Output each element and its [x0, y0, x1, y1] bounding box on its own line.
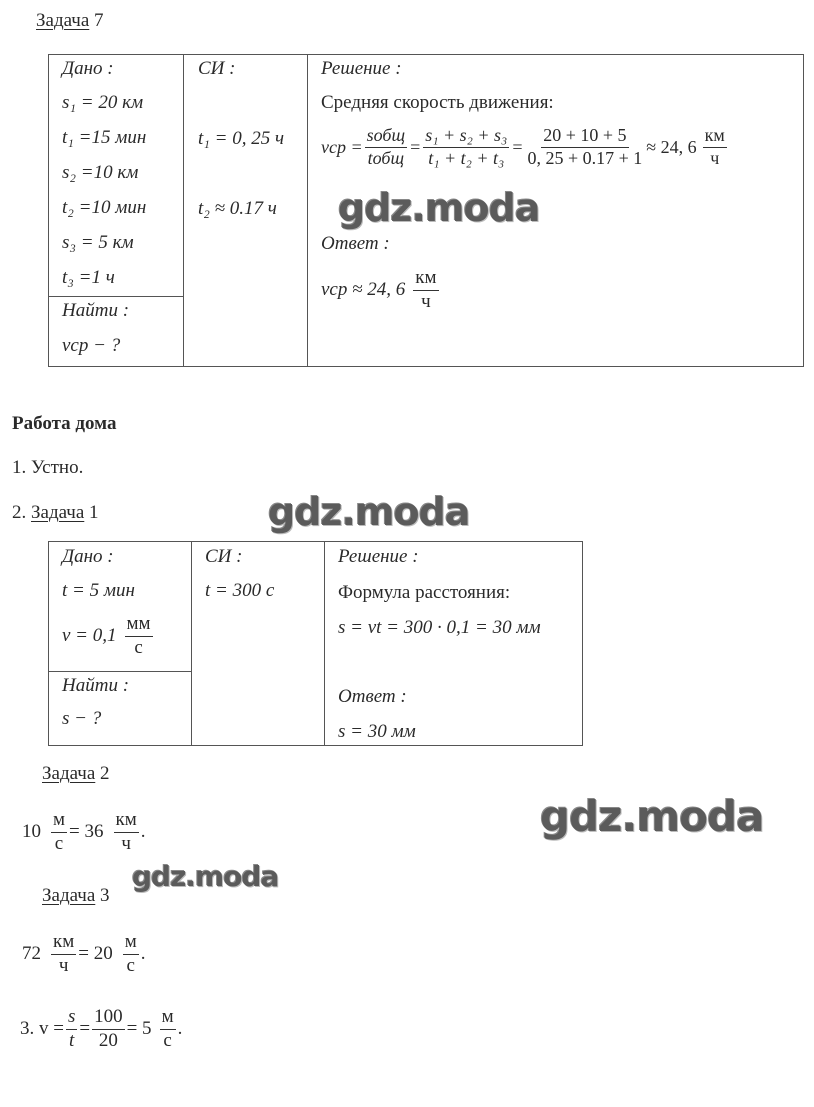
task7-formula-lhs: vср =	[321, 136, 363, 157]
task7-fraction-sums: $\frac{\text{s₁ + s₂ + s₃}}{\text{t₁ + t₂ + t₃}}$	[425, 125, 508, 168]
task1-given-divider	[48, 671, 191, 672]
item3-unit: $\frac{м}{с}$	[161, 1006, 174, 1051]
task7-given-t2: t₂ =10 мин	[62, 197, 147, 218]
task7-given-s3: s₃ = 5 км	[62, 232, 134, 253]
task1-divider-2	[324, 541, 325, 745]
task1-si-value: t = 300 с	[205, 580, 275, 601]
homework-item-1: 1. Устно.	[12, 457, 84, 478]
task7-given-heading: Дано :	[62, 58, 114, 79]
task7-given-s1: s₁ = 20 км	[62, 92, 144, 113]
task7-fraction-values: $\frac{20 + 10 + 5}{0, 25 + 0.17 + 1}$	[527, 125, 643, 168]
task7-answer-unit: $\frac{км}{ч}$	[415, 267, 437, 312]
homework-item-2: 2. Задача 1	[12, 502, 99, 523]
task7-solution-text: Средняя скорость движения:	[321, 92, 554, 113]
task7-answer-heading: Ответ :	[321, 233, 390, 254]
task7-divider-1	[183, 54, 184, 366]
task1-solution-text: Формула расстояния:	[338, 582, 511, 603]
task7-result: ≈ 24, 6	[646, 136, 697, 157]
task3-equation: 72 $\frac{км}{ч}$ = 20 $\frac{м}{с}$ .	[22, 931, 146, 976]
task7-given-s2: s₂ =10 км	[62, 162, 139, 183]
task3-header: Задача 3	[42, 885, 110, 906]
watermark-4: gdz.moda	[132, 860, 279, 893]
task7-find-heading: Найти :	[62, 300, 130, 321]
task7-divider-2	[307, 54, 308, 366]
item3-fraction-values: $\frac{100}{20}$	[94, 1006, 123, 1051]
task1-given-heading: Дано :	[62, 546, 114, 567]
watermark-3: gdz.moda	[540, 792, 764, 841]
task1-answer-heading: Ответ :	[338, 686, 407, 707]
task1-si-heading: СИ :	[205, 546, 243, 567]
task1-solution-heading: Решение :	[338, 546, 419, 567]
task7-si-t1: t₁ = 0, 25 ч	[198, 128, 285, 149]
task7-header	[36, 10, 104, 32]
task7-number: 7	[94, 10, 104, 31]
task1-formula: s = vt = 300 · 0,1 = 30 мм	[338, 617, 541, 638]
task7-formula: vср = $\frac{\text{sобщ}}{\text{tобщ}}$ = $\frac{\text{s₁ + s₂ + s₃}}{\text{t₁ + t₂ + t₃}}$ = $\frac{20 + 10 + 5}{0, 25 + 0.17 + 1}$ ≈ 24, 6 $\frac{км}{ч}$	[321, 125, 725, 168]
task7-si-t2: t₂ ≈ 0.17 ч	[198, 198, 277, 219]
task7-result-unit: $\frac{км}{ч}$	[704, 125, 725, 168]
task7-given-divider	[48, 296, 183, 297]
task7-answer	[321, 268, 441, 313]
task1-divider-1	[191, 541, 192, 745]
task1-given-v: v = 0,1 $\frac{мм}{с}$	[62, 613, 151, 658]
task7-find-value: vср − ?	[62, 335, 121, 356]
task1-find-heading: Найти :	[62, 675, 130, 696]
task7-fraction-total: $\frac{\text{sобщ}}{\text{tобщ}}$	[366, 125, 406, 168]
task1-find-value: s − ?	[62, 708, 102, 729]
watermark-1: gdz.moda	[338, 186, 540, 230]
task2-header: Задача 2	[42, 763, 110, 784]
homework-heading: Работа дома	[12, 413, 117, 434]
watermark-2: gdz.moda	[268, 490, 470, 534]
task7-si-heading: СИ :	[198, 58, 236, 79]
task1-answer-value: s = 30 мм	[338, 721, 416, 742]
task7-given-t3: t₃ =1 ч	[62, 267, 115, 288]
task3-unit-1: $\frac{км}{ч}$	[53, 931, 75, 976]
homework-item-3: 3. v = $\frac{s}{t}$ = $\frac{100}{20}$ = 5 $\frac{м}{с}$ .	[20, 1006, 183, 1051]
task7-solution-heading: Решение :	[321, 58, 402, 79]
task2-equation: 10 $\frac{м}{с}$ = 36 $\frac{км}{ч}$ .	[22, 809, 146, 854]
task1-v-unit: $\frac{мм}{с}$	[126, 613, 151, 658]
item3-fraction-symbolic: $\frac{s}{t}$	[67, 1006, 76, 1051]
task1-given-t: t = 5 мин	[62, 580, 135, 601]
task2-unit-2: $\frac{км}{ч}$	[115, 809, 137, 854]
task2-unit-1: $\frac{м}{с}$	[53, 809, 66, 854]
task3-unit-2: $\frac{м}{с}$	[124, 931, 137, 976]
task7-given-t1: t₁ =15 мин	[62, 127, 147, 148]
task7-answer-value: vср ≈ 24, 6	[321, 279, 406, 301]
task7-label: Задача	[36, 10, 90, 31]
